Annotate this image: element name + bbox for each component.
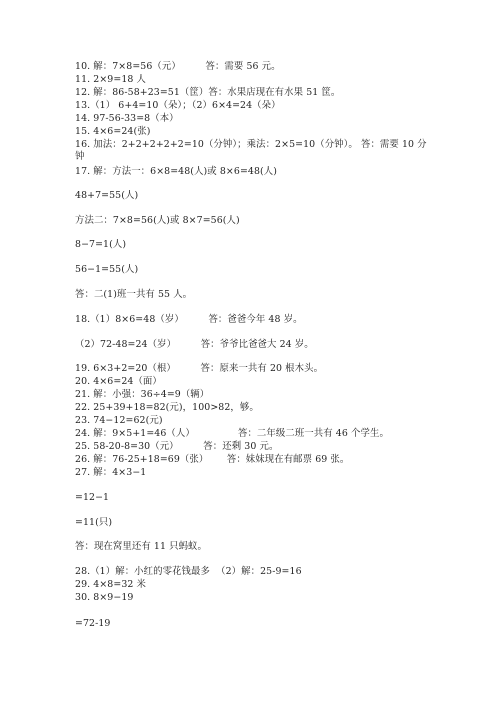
answer-line-18-part2: （2）72-48=24（岁） 答：爷爷比爸爸大 24 岁。 [75, 339, 314, 350]
answer-line-13: 13.（1） 6+4=10（朵）；（2）6×4=24（朵） [75, 100, 281, 111]
answer-line-17-step2: 8−7=1(人) [75, 239, 127, 250]
answer-line-12: 12. 解：86-58+23=51（筐）答：水果店现在有水果 51 筐。 [75, 87, 341, 98]
answer-line-25: 25. 58-20-8=30（元） 答：还剩 30 元。 [75, 441, 279, 452]
answer-line-24: 24. 解：9×5+1=46（人） 答：二年级二班一共有 46 个学生。 [75, 428, 389, 439]
answer-line-30-step1: =72-19 [75, 618, 111, 629]
answer-line-27-conclusion: 答：现在窝里还有 11 只蚂蚁。 [75, 541, 207, 552]
answer-line-26: 26. 解：76-25+18=69（张） 答：妹妹现在有邮票 69 张。 [75, 454, 350, 465]
answer-line-10: 10. 解：7×8=56（元） 答：需要 56 元。 [75, 61, 281, 72]
answer-line-14: 14. 97-56-33=8（本） [75, 113, 179, 124]
answer-line-27-step2: =11(只) [75, 517, 113, 528]
answer-line-16: 16. 加法：2+2+2+2+2=10（分钟）；乘法：2×5=10（分钟）。 答：需要 10 分钟 [75, 139, 427, 162]
answer-line-22: 22. 25+39+18=82(元)，100>82，够。 [75, 402, 259, 413]
answer-line-17-step3: 56−1=55(人) [75, 264, 139, 275]
answer-line-17-step1: 48+7=55(人) [75, 190, 139, 201]
answer-line-18-part1: 18.（1）8×6=48（岁） 答：爸爸今年 48 岁。 [75, 314, 303, 325]
answer-line-19: 19. 6×3+2=20（根） 答：原来一共有 20 根木头。 [75, 363, 324, 374]
answer-line-20: 20. 4×6=24（面） [75, 376, 162, 387]
answer-line-17-conclusion: 答：二(1)班一共有 55 人。 [75, 289, 193, 300]
answer-line-15: 15. 4×6=24(张) [75, 126, 151, 137]
answer-line-17-method2: 方法二：7×8=56(人)或 8×7=56(人) [75, 215, 240, 226]
answer-line-17: 17. 解：方法一：6×8=48(人)或 8×6=48(人) [75, 166, 278, 177]
answer-line-11: 11. 2×9=18 人 [75, 74, 147, 85]
answer-line-27-step1: =12−1 [75, 492, 110, 503]
answer-line-27: 27. 解：4×3−1 [75, 467, 147, 478]
answer-line-30: 30. 8×9−19 [75, 592, 134, 603]
answer-line-21: 21. 解：小强：36÷4=9（辆） [75, 389, 210, 400]
answer-line-23: 23. 74−12=62(元) [75, 415, 163, 426]
answer-line-28: 28.（1）解：小红的零花钱最多 （2）解：25-9=16 [75, 566, 302, 577]
answer-line-29: 29. 4×8=32 米 [75, 579, 147, 590]
